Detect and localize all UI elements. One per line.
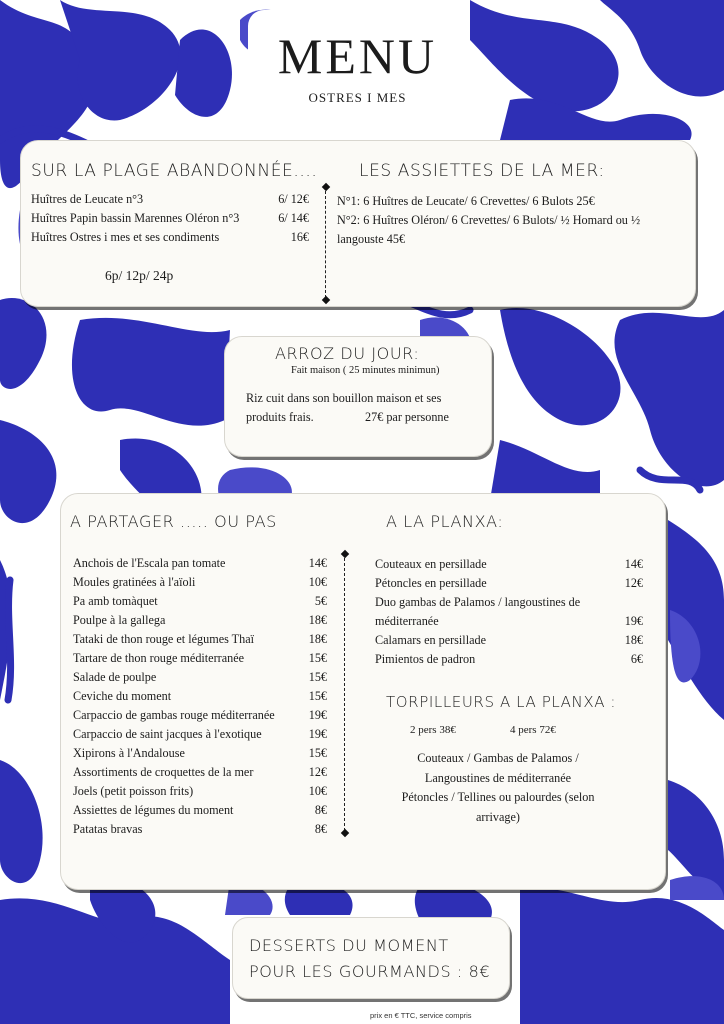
arroz-subtitle: Fait maison ( 25 minutes minimun) bbox=[291, 365, 440, 376]
item-price: 18€ bbox=[308, 613, 327, 627]
item-name: Huîtres Ostres i mes et ses condiments bbox=[31, 230, 220, 244]
item-name: Poulpe à la gallega bbox=[73, 613, 166, 627]
item-price: 16€ bbox=[290, 230, 309, 244]
torpilleurs-line: Pétoncles / Tellines ou palourdes (selon bbox=[401, 790, 595, 804]
menu-title: MENU bbox=[277, 28, 438, 84]
item-name: Huîtres Papin bassin Marennes Oléron n°3 bbox=[31, 211, 240, 225]
item-price: 15€ bbox=[308, 689, 327, 703]
item-name: Patatas bravas bbox=[73, 822, 143, 836]
item-name: Tartare de thon rouge méditerranée bbox=[73, 651, 245, 665]
divider-dot bbox=[322, 296, 330, 304]
item-name: Moules gratinées à l'aïoli bbox=[73, 575, 196, 589]
item-price: 5€ bbox=[314, 594, 327, 608]
torpilleurs-price-2: 2 pers 38€ bbox=[410, 724, 456, 736]
item-price: 15€ bbox=[308, 670, 327, 684]
arroz-price: 27€ par personne bbox=[365, 410, 449, 424]
item-price: 6€ bbox=[630, 652, 643, 666]
item-price: 14€ bbox=[624, 557, 643, 571]
item-price: 6/ 12€ bbox=[278, 192, 309, 206]
torpilleurs-price-4: 4 pers 72€ bbox=[510, 724, 556, 736]
item-price: 12€ bbox=[308, 765, 327, 779]
dishes-card bbox=[60, 493, 666, 890]
item-name: méditerranée bbox=[375, 614, 439, 628]
item-name: Couteaux en persillade bbox=[375, 557, 487, 571]
arroz-description: Riz cuit dans son bouillon maison et ses bbox=[246, 391, 442, 405]
assiettes-line: N°1: 6 Huîtres de Leucate/ 6 Crevettes/ 6 Bulots 25€ bbox=[337, 194, 595, 208]
item-name: Assiettes de légumes du moment bbox=[73, 803, 234, 817]
torpilleurs-desc bbox=[373, 749, 623, 827]
item-name: Salade de poulpe bbox=[73, 670, 157, 684]
torpilleurs-line: Langoustines de méditerranée bbox=[424, 770, 572, 785]
item-name: Tataki de thon rouge et légumes Thaï bbox=[73, 632, 255, 646]
seafood-card bbox=[20, 140, 696, 307]
plage-title: SUR LA PLAGE ABANDONNÉE.... bbox=[31, 161, 318, 181]
partager-title: A PARTAGER ..... OU PAS bbox=[70, 512, 277, 531]
divider-dot bbox=[341, 829, 349, 837]
item-name: Xipirons à l'Andalouse bbox=[73, 746, 185, 760]
footer-note: prix en € TTC, service compris bbox=[370, 1011, 472, 1020]
item-name: Pétoncles en persillade bbox=[375, 576, 487, 590]
item-price: 14€ bbox=[308, 556, 327, 570]
item-price: 10€ bbox=[308, 784, 327, 798]
planxa-list bbox=[375, 557, 643, 677]
partager-list bbox=[73, 556, 327, 846]
item-name: Joels (petit poisson frits) bbox=[73, 784, 194, 798]
item-price: 18€ bbox=[308, 632, 327, 646]
item-name: Anchois de l'Escala pan tomate bbox=[73, 556, 226, 570]
divider-dot bbox=[341, 550, 349, 558]
planxa-title: A LA PLANXA: bbox=[386, 512, 504, 531]
assiettes-title: LES ASSIETTES DE LA MER: bbox=[359, 161, 605, 181]
torpilleurs-line: arrivage) bbox=[476, 809, 520, 824]
item-name: Ceviche du moment bbox=[73, 689, 172, 703]
menu-header-card bbox=[248, 10, 467, 114]
item-price: 15€ bbox=[308, 746, 327, 760]
desserts-card bbox=[232, 917, 510, 999]
divider-dot bbox=[322, 183, 330, 191]
item-name: Carpaccio de gambas rouge méditerranée bbox=[73, 708, 275, 722]
item-name: Assortiments de croquettes de la mer bbox=[73, 765, 254, 779]
item-name: Pa amb tomàquet bbox=[73, 594, 158, 608]
item-price: 19€ bbox=[624, 614, 643, 628]
torpilleurs-title: TORPILLEURS A LA PLANXA : bbox=[386, 693, 617, 711]
divider-line bbox=[325, 191, 326, 298]
arroz-description: produits frais. bbox=[246, 410, 314, 424]
portions-text: 6p/ 12p/ 24p bbox=[105, 268, 174, 283]
desserts-line-1: DESSERTS DU MOMENT bbox=[249, 936, 449, 955]
menu-subtitle: OSTRES I MES bbox=[308, 90, 407, 105]
item-price: 15€ bbox=[308, 651, 327, 665]
arroz-title: ARROZ DU JOUR: bbox=[275, 344, 420, 363]
item-price: 6/ 14€ bbox=[278, 211, 309, 225]
torpilleurs-line: Couteaux / Gambas de Palamos / bbox=[417, 751, 579, 765]
assiettes-line: N°2: 6 Huîtres Oléron/ 6 Crevettes/ 6 Bulots/ ½ Homard ou ½ bbox=[337, 213, 641, 227]
item-price: 12€ bbox=[624, 576, 643, 590]
arroz-card bbox=[224, 336, 492, 457]
item-name: Pimientos de padron bbox=[375, 652, 476, 666]
item-price: 8€ bbox=[314, 803, 327, 817]
item-name: Calamars en persillade bbox=[375, 633, 486, 647]
item-price: 10€ bbox=[308, 575, 327, 589]
item-name: Carpaccio de saint jacques à l'exotique bbox=[73, 727, 262, 741]
item-name: Huîtres de Leucate n°3 bbox=[31, 192, 144, 206]
item-price: 18€ bbox=[624, 633, 643, 647]
desserts-line-2: POUR LES GOURMANDS : 8€ bbox=[249, 962, 491, 981]
item-price: 19€ bbox=[308, 708, 327, 722]
item-price: 19€ bbox=[308, 727, 327, 741]
assiettes-line: langouste 45€ bbox=[337, 232, 406, 246]
item-price: 8€ bbox=[314, 822, 327, 836]
item-name: Duo gambas de Palamos / langoustines de bbox=[375, 595, 581, 609]
divider-line bbox=[344, 558, 345, 831]
